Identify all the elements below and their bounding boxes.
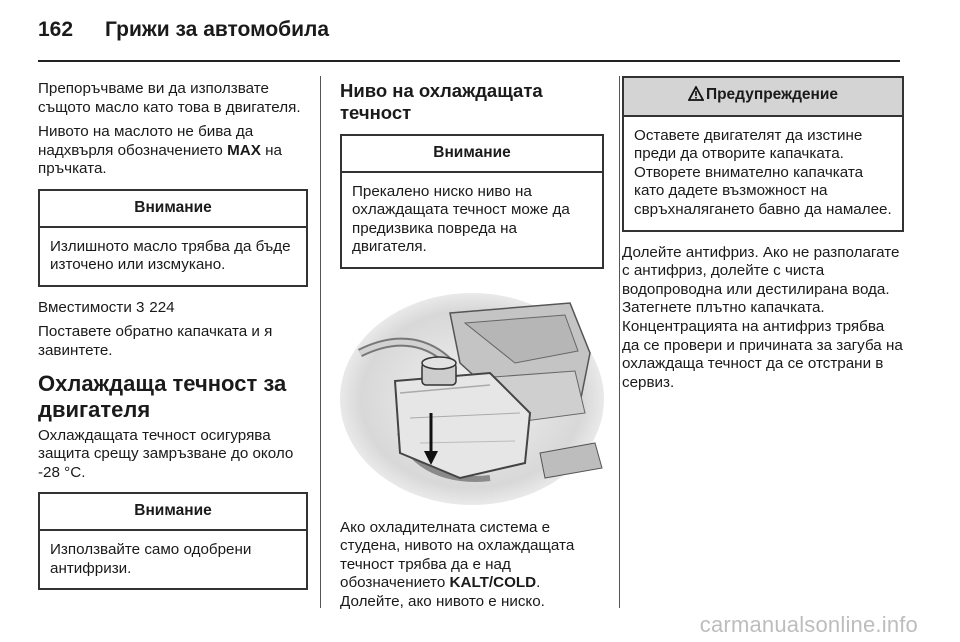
caution-box [38, 189, 308, 287]
section-heading: Охлаждаща течност за двигателя [38, 370, 287, 422]
caution-box [38, 492, 308, 590]
header-rule [38, 60, 900, 62]
caution-box [340, 134, 604, 269]
warning-title-row [624, 78, 902, 117]
page-header [38, 18, 329, 42]
column-3 [622, 80, 904, 398]
crossref-link[interactable]: 224 [149, 298, 175, 316]
column-2 [340, 80, 604, 618]
section-title: Грижи за автомобила [105, 18, 330, 41]
warning-box [622, 76, 904, 232]
kalt-cold-mark: KALT/COLD [449, 574, 537, 592]
caution-body: Прекалено ниско ниво на охлаждащата течност може да предизвика повреда на двигателя. [352, 182, 570, 256]
capacity-reference: Вместимости 3 224 [38, 298, 175, 316]
warning-title: Предупреждение [705, 86, 839, 103]
caution-body: Използвайте само одобрени антифризи. [50, 540, 252, 577]
paragraph: Ако охладителната система е студена, нивото на охлаждащата течност трябва да е над обозначението KALT/COLD. Долейте, ако нивото е ниско. [340, 518, 575, 610]
paragraph: Поставете обратно капачката и я завинтете. [38, 323, 273, 359]
caution-body: Излишното масло трябва да бъде източено или изсмукано. [50, 237, 291, 274]
paragraph: Охлаждащата течност осигурява защита срещу замръзване до около -28 °C. [38, 426, 294, 481]
column-divider [320, 76, 321, 608]
page-reference-icon: 3 [136, 298, 145, 316]
column-1 [38, 80, 308, 602]
paragraph: Препоръчваме ви да използвате същото масло като това в двигателя. [38, 80, 301, 116]
column-divider [619, 76, 620, 608]
watermark: carmanualsonline.info [699, 612, 918, 637]
page-number: 162 [38, 18, 74, 41]
paragraph: Долейте антифриз. Ако не разполагате с антифриз, долейте с чиста водопроводна или дестилирана вода. Затегнете плътно капачката. Концентрацията на антифриз трябва да се провери и причината за загуба на охлаждаща течност да се отстрани в сервиз. [622, 243, 903, 391]
caution-title: Внимание [40, 191, 306, 228]
warning-body: Оставете двигателят да изстине преди да отворите капачката. Отворете внимателно капачката като дадете възможност на свръхналягането бавно да намалее. [634, 126, 892, 218]
max-mark: MAX [227, 141, 261, 159]
caution-title: Внимание [40, 494, 306, 531]
caution-title: Внимание [342, 136, 602, 173]
coolant-reservoir-illustration [340, 293, 604, 505]
subsection-heading: Ниво на охлаждащата течност [340, 80, 543, 123]
warning-triangle-icon [688, 86, 704, 107]
paragraph: Нивото на маслото не бива да надхвърля обозначението MAX на пръчката. [38, 123, 282, 178]
